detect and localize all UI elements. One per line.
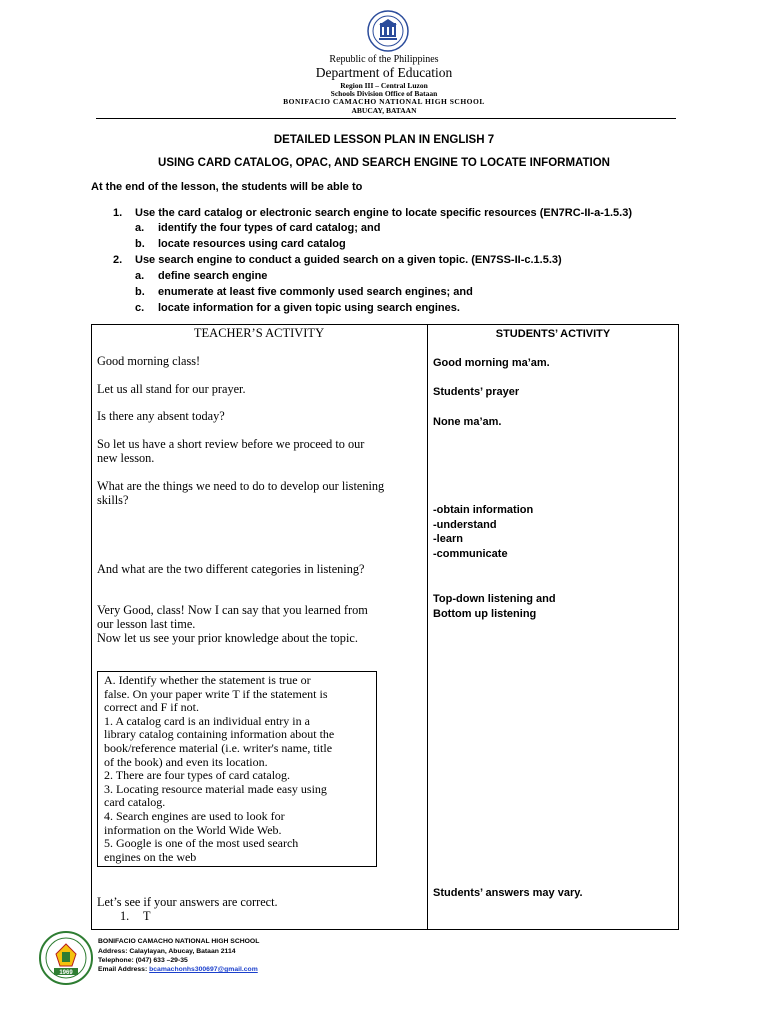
student-line: -understand (433, 519, 497, 531)
teacher-line: Let us all stand for our prayer. (97, 382, 246, 396)
objective-letter: a. (135, 270, 145, 282)
teacher-line: And what are the two different categories in listening? (97, 562, 365, 576)
footer-telephone-label: Telephone: (98, 957, 134, 964)
footer-school: BONIFACIO CAMACHO NATIONAL HIGH SCHOOL (98, 938, 260, 945)
student-line: Good morning ma’am. (433, 357, 550, 369)
student-line: Students’ answers may vary. (433, 887, 583, 899)
quiz-line: book/reference material (i.e. writer's name, title (104, 740, 333, 755)
teacher-line: Let’s see if your answers are correct. (97, 895, 278, 909)
teacher-line: So let us have a short review before we proceed to our (97, 437, 365, 451)
answer-number: 1. (120, 909, 130, 923)
quiz-line: engines on the web (104, 849, 197, 864)
footer-address (98, 948, 236, 955)
objective-number: 2. (113, 254, 123, 266)
deped-seal (367, 10, 409, 52)
sub-objective: enumerate at least five commonly used search engines; and (158, 286, 473, 298)
teacher-line: Is there any absent today? (97, 409, 225, 423)
quiz-line: 5. Google is one of the most used search (104, 836, 299, 851)
table-column-divider (427, 324, 428, 930)
sub-objective: identify the four types of card catalog; and (158, 222, 381, 234)
student-line: Bottom up listening (433, 608, 537, 620)
teacher-line: Very Good, class! Now I can say that you learned from (97, 603, 368, 617)
objective-letter: c. (135, 302, 145, 314)
student-line: -obtain information (433, 504, 534, 516)
footer-email-link[interactable]: bcamachonhs300697@gmail.com (149, 966, 258, 973)
footer-email (98, 966, 258, 973)
department-line: Department of Education (315, 65, 453, 80)
location-line: ABUCAY, BATAAN (351, 106, 417, 115)
region-line: Region III – Central Luzon (340, 81, 428, 90)
quiz-line: information on the World Wide Web. (104, 822, 282, 837)
sub-objective: locate resources using card catalog (158, 238, 346, 250)
student-line: None ma’am. (433, 416, 502, 428)
lesson-plan-title: DETAILED LESSON PLAN IN ENGLISH 7 (273, 134, 495, 146)
objective-text: Use search engine to conduct a guided search on a given topic. (EN7SS-II-c.1.5.3) (135, 254, 562, 266)
footer-email-label: Email Address: (98, 966, 148, 973)
student-line: Top-down listening and (433, 593, 556, 605)
footer-telephone (98, 957, 188, 964)
teacher-activity-header: TEACHER’S ACTIVITY (193, 326, 325, 340)
footer-address-label: Address: (98, 948, 128, 955)
republic-line: Republic of the Philippines (329, 54, 439, 65)
quiz-line: library catalog containing information about the (104, 727, 335, 742)
quiz-line: 1. A catalog card is an individual entry in a (104, 713, 310, 728)
quiz-line: 2. There are four types of card catalog. (104, 768, 291, 783)
logo-year: 1969 (59, 970, 73, 976)
quiz-line: false. On your paper write T if the statement is (104, 686, 328, 701)
student-line: -communicate (433, 548, 508, 560)
quiz-line: 4. Search engines are used to look for (104, 808, 285, 823)
teacher-line: our lesson last time. (97, 617, 196, 631)
teacher-line: What are the things we need to do to develop our listening (97, 479, 385, 493)
quiz-box (97, 671, 377, 867)
footer-telephone-value: (047) 633 –29-35 (135, 957, 188, 964)
student-line: -learn (433, 533, 463, 545)
sub-objective: locate information for a given topic using search engines. (158, 302, 460, 314)
answer-value: T (143, 909, 151, 923)
objective-letter: b. (135, 286, 145, 298)
teacher-line: Now let us see your prior knowledge about the topic. (97, 631, 358, 645)
objectives-intro: At the end of the lesson, the students will be able to (91, 181, 363, 193)
division-line: Schools Division Office of Bataan (330, 89, 438, 98)
objective-number: 1. (113, 207, 123, 219)
quiz-line: A. Identify whether the statement is true or (104, 673, 311, 687)
teacher-line: new lesson. (97, 451, 155, 465)
students-activity-header: STUDENTS’ ACTIVITY (495, 328, 611, 340)
quiz-line: 3. Locating resource material made easy using (104, 781, 327, 796)
objective-letter: b. (135, 238, 145, 250)
student-line: Students’ prayer (433, 386, 520, 398)
footer-address-value: Calaylayan, Abucay, Bataan 2114 (129, 948, 236, 955)
quiz-line: of the book) and even its location. (104, 754, 268, 769)
topic-title: USING CARD CATALOG, OPAC, AND SEARCH ENGINE TO LOCATE INFORMATION (158, 157, 610, 169)
school-line: BONIFACIO CAMACHO NATIONAL HIGH SCHOOL (283, 97, 485, 106)
objective-letter: a. (135, 222, 145, 234)
quiz-line: card catalog. (104, 795, 166, 810)
sub-objective: define search engine (158, 270, 268, 282)
header-rule (96, 118, 676, 119)
quiz-line: correct and F if not. (104, 700, 199, 715)
teacher-line: Good morning class! (97, 354, 201, 368)
objective-text: Use the card catalog or electronic search engine to locate specific resources (EN7RC-II-a-1.5.3) (135, 207, 633, 219)
school-logo (38, 930, 94, 986)
teacher-line: skills? (97, 493, 129, 507)
